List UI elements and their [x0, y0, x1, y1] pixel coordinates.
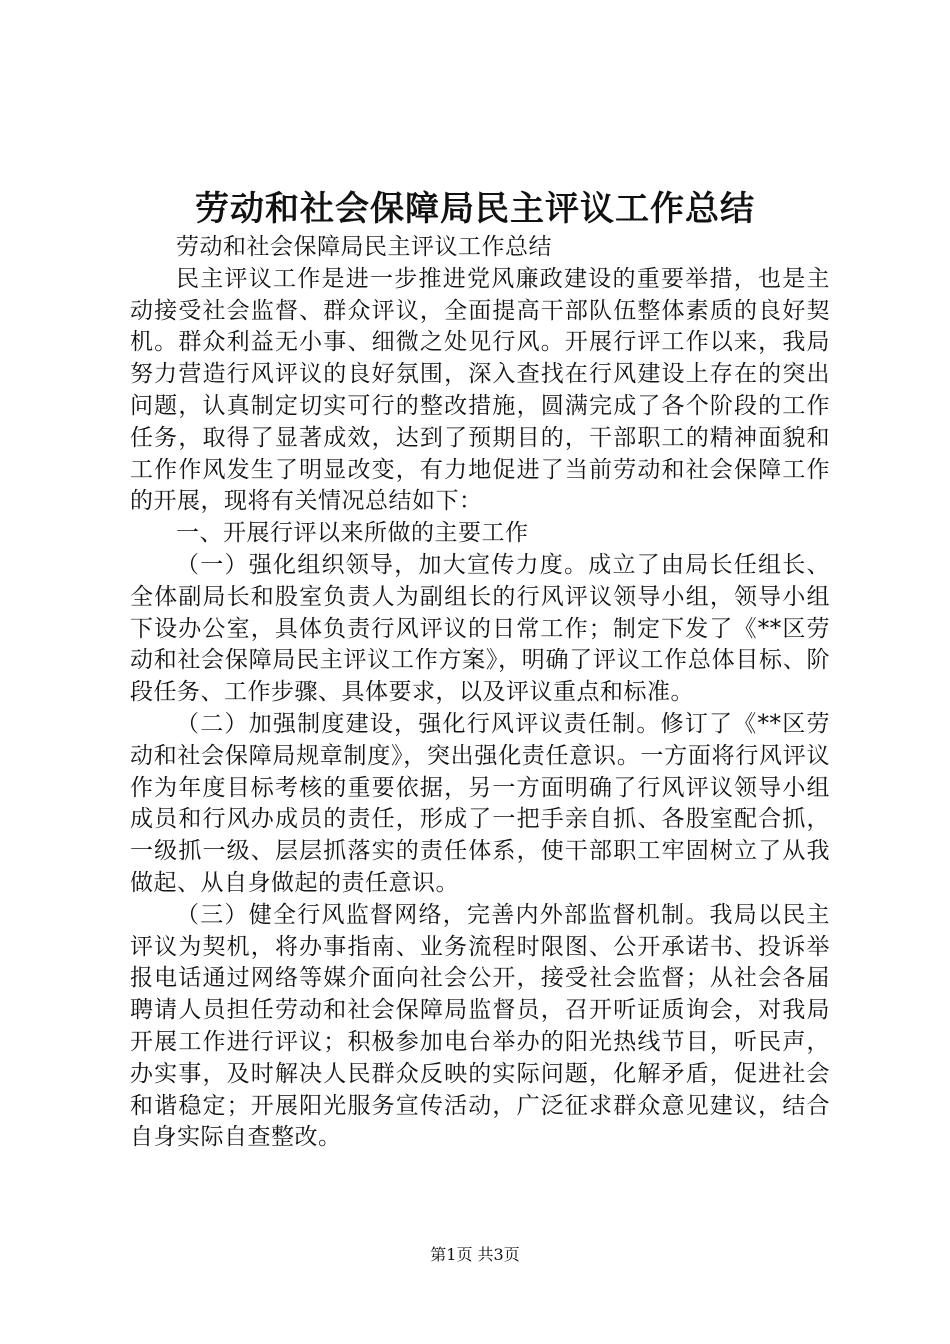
page-footer: 第1页 共3页	[430, 1245, 520, 1264]
document-body	[130, 232, 830, 1154]
section-heading: 一、开展行评以来所做的主要工作	[176, 520, 529, 547]
intro-paragraph: 民主评议工作是进一步推进党风廉政建设的重要举措，也是主动接受社会监督、群众评议，全面提高干部队伍整体素质的良好契机。群众利益无小事、细微之处见行风。开展行评工作以来，我局努力营造行风评议的良好氛围，深入查找在行风建设上存在的突出问题，认真制定切实可行的整改措施，圆满完成了各个阶段的工作任务，取得了显著成效，达到了预期目的，干部职工的精神面貌和工作作风发生了明显改变，有力地促进了当前劳动和社会保障工作的开展，现将有关情况总结如下：	[130, 265, 830, 515]
body-paragraph: （二）加强制度建设，强化行风评议责任制。修订了《**区劳动和社会保障局规章制度》，突出强化责任意识。一方面将行风评议作为年度目标考核的重要依据，另一方面明确了行风评议领导小组成员和行风办成员的责任，形成了一把手亲自抓、各股室配合抓，一级抓一级、层层抓落实的责任体系，使干部职工牢固树立了从我做起、从自身做起的责任意识。	[130, 710, 830, 896]
body-paragraph: （一）强化组织领导，加大宣传力度。成立了由局长任组长、全体副局长和股室负责人为副组长的行风评议领导小组，领导小组下设办公室，具体负责行风评议的日常工作；制定下发了《**区劳动和社会保障局民主评议工作方案》，明确了评议工作总体目标、阶段任务、工作步骤、具体要求，以及评议重点和标准。	[130, 551, 830, 706]
subtitle-paragraph: 劳动和社会保障局民主评议工作总结	[176, 234, 552, 260]
body-paragraph: （三）健全行风监督网络，完善内外部监督机制。我局以民主评议为契机，将办事指南、业务流程时限图、公开承诺书、投诉举报电话通过网络等媒介面向社会公开，接受社会监督；从社会各届聘请人员担任劳动和社会保障局监督员，召开听证质询会，对我局开展工作进行评议；积极参加电台举办的阳光热线节目，听民声，办实事，及时解决人民群众反映的实际问题，化解矛盾，促进社会和谐稳定；开展阳光服务宣传活动，广泛征求群众意见建议，结合自身实际自查整改。	[130, 901, 830, 1151]
document-title: 劳动和社会保障局民主评议工作总结	[195, 189, 755, 229]
